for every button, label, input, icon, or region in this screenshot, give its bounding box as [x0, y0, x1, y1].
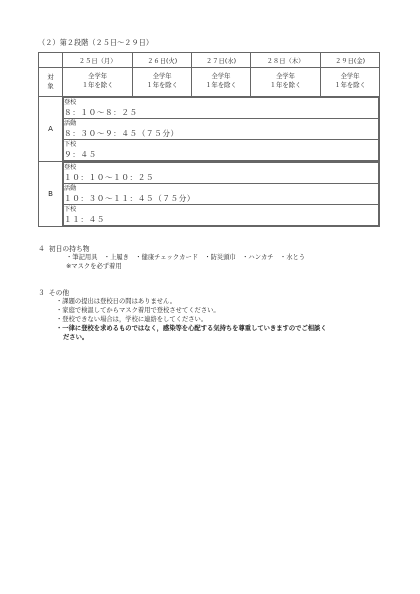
schedule-section-title: （２）第２段階（２５日～２９日）	[38, 38, 154, 47]
schedule-table	[38, 52, 380, 227]
bold-note: ・一律に登校を求めるものではなく，感染等を心配する気持ちを尊重していきますのでご相談く	[56, 325, 327, 332]
dismissal-block: 下校 ９：４５	[64, 140, 379, 161]
target-cell: 全学年 １年を除く	[321, 68, 380, 97]
target-cell: 全学年 １年を除く	[133, 68, 192, 97]
other-notes	[56, 297, 382, 342]
activity-block: 活動 １０：３０～１１：４５（７５分）	[64, 184, 379, 205]
belongings-heading: ４ 初日の持ち物	[38, 245, 90, 253]
activity-block: 活動 ８：３０～９：４５（７５分）	[64, 119, 379, 140]
note-item: ・登校できない場合は，学校に連絡をしてください。	[56, 316, 208, 323]
table-header-row	[39, 53, 380, 68]
header-day-27: ２７日(水)	[192, 53, 251, 68]
group-a-schedule	[63, 97, 380, 162]
header-day-25: ２５日（月）	[63, 53, 133, 68]
group-a-label: A	[39, 97, 63, 162]
target-label: 対 象	[39, 68, 63, 97]
bold-note-continuation: ださい。	[63, 334, 89, 341]
belongings-section	[38, 243, 382, 271]
other-section	[38, 287, 382, 342]
note-item: ・家庭で検温してからマスク着用で登校させてください。	[56, 307, 220, 314]
header-day-26: ２６日(火)	[133, 53, 192, 68]
header-day-29: ２９日(金)	[321, 53, 380, 68]
target-cell: 全学年 １年を除く	[63, 68, 133, 97]
arrival-block: 登校 ８：１０～８：２５	[64, 98, 379, 119]
belongings-list: ・筆記用具 ・上履き ・健康チェックカード ・防災頭巾 ・ハンカチ ・水とう ※マスクを必ず着用	[66, 254, 306, 270]
target-cell: 全学年 １年を除く	[192, 68, 251, 97]
group-b-row	[39, 162, 380, 227]
group-b-label: B	[39, 162, 63, 227]
note-item: ・課題の提出は登校日の間はありません。	[56, 298, 177, 305]
header-day-28: ２８日（木）	[250, 53, 320, 68]
header-corner-cell	[39, 53, 63, 68]
target-row	[39, 68, 380, 97]
other-heading: ３ その他	[38, 289, 70, 297]
group-a-row	[39, 97, 380, 162]
group-b-schedule	[63, 162, 380, 227]
document-page	[38, 38, 382, 342]
dismissal-block: 下校 １１：４５	[64, 205, 379, 226]
arrival-block: 登校 １０：１０～１０：２５	[64, 163, 379, 184]
target-cell: 全学年 １年を除く	[250, 68, 320, 97]
